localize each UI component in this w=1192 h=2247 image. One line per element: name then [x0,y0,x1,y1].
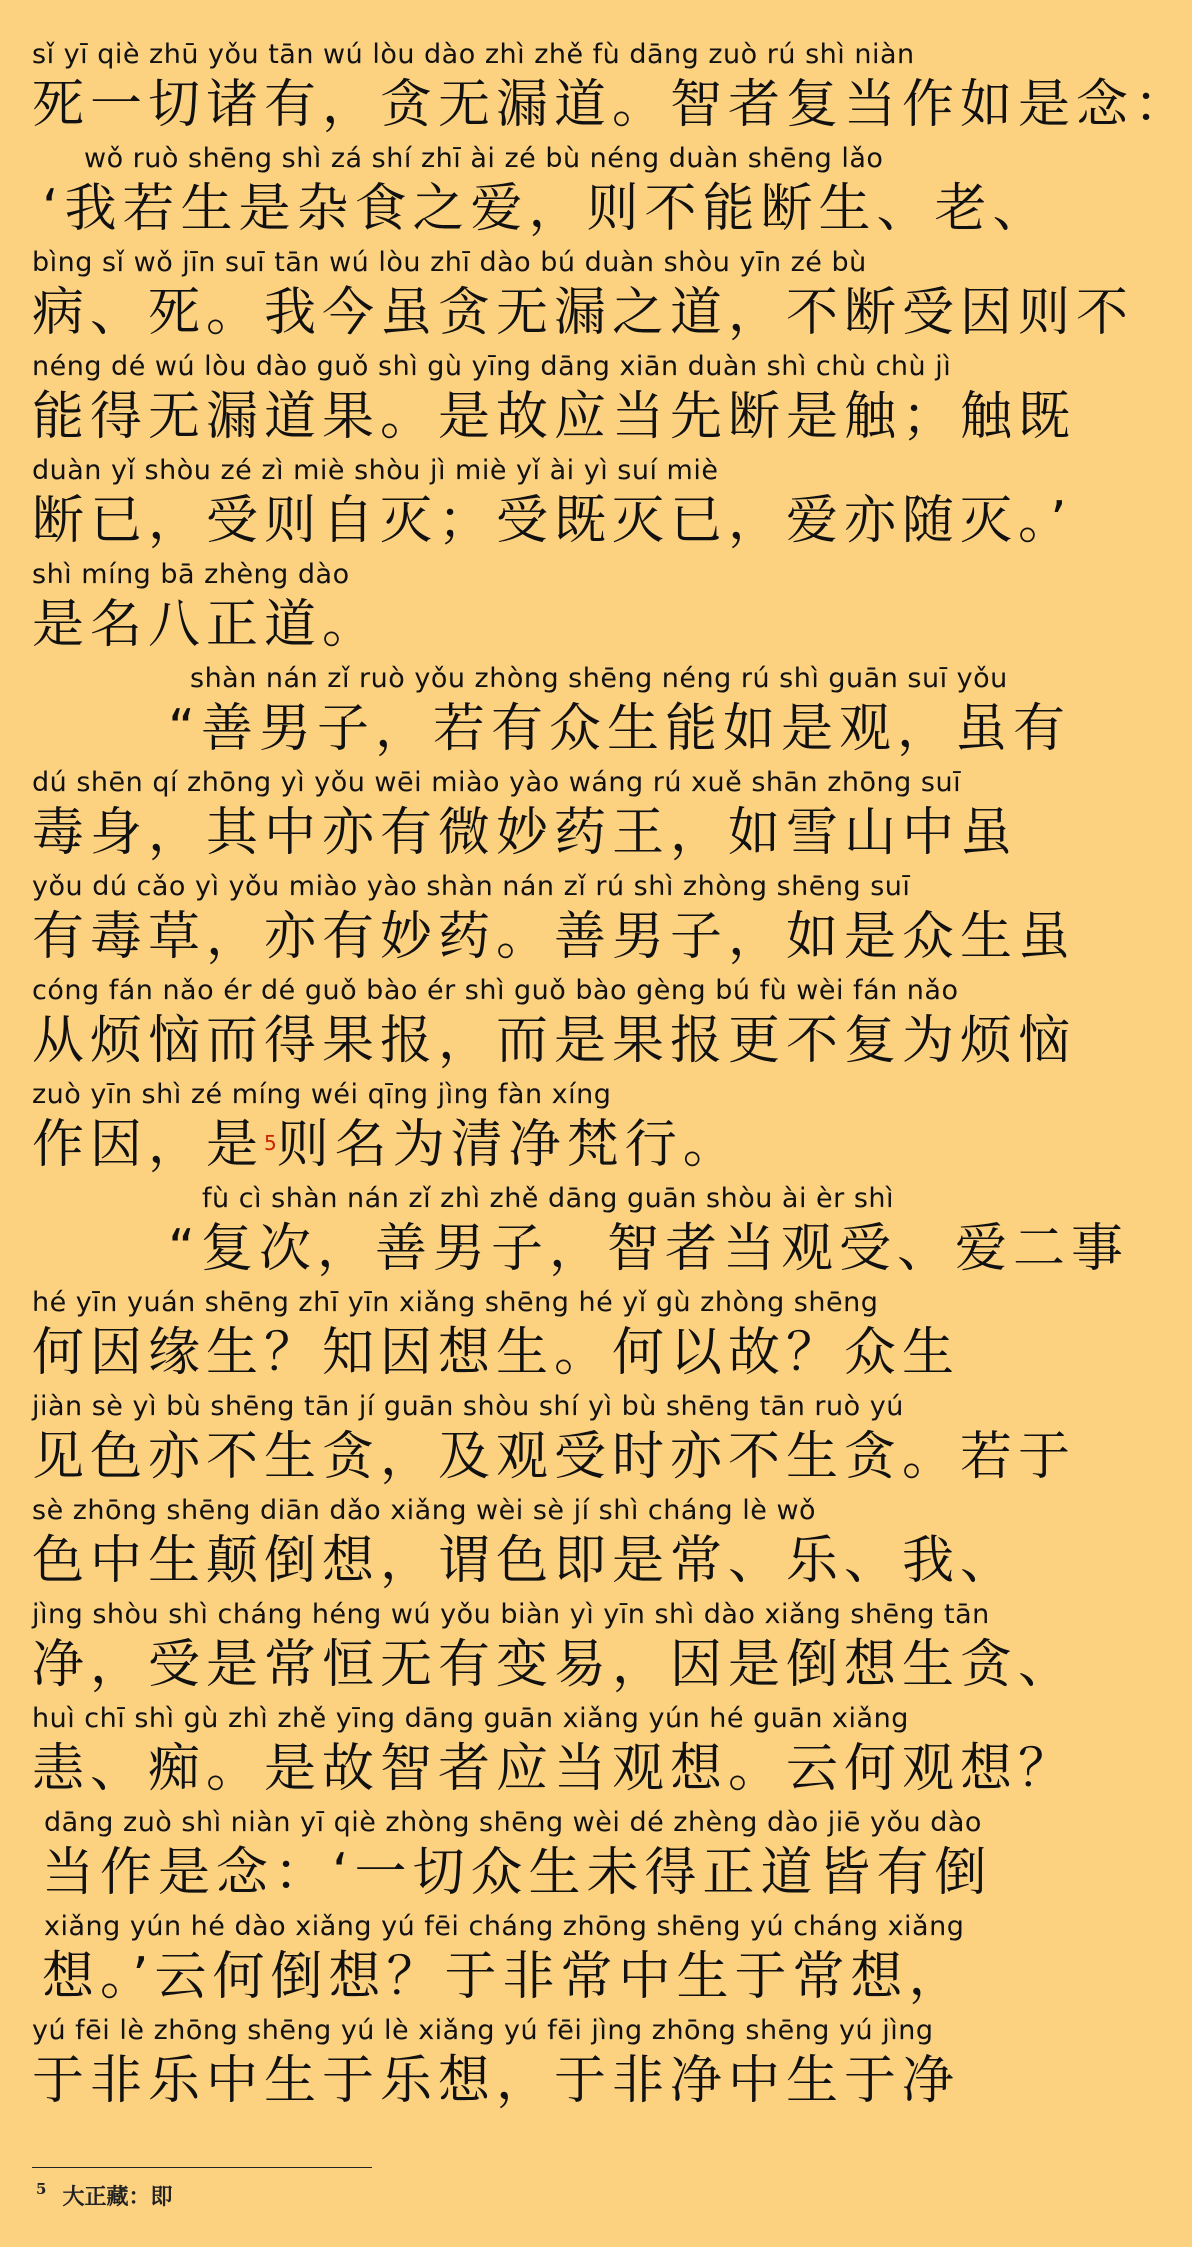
text-line [32,1286,1052,1390]
text-line [32,350,1077,454]
pinyin-annotation: yú fēi lè zhōng shēng yú lè xiǎng yú fēi jìng zhōng shēng yú jìng [32,2015,934,2046]
hanzi-text: 有毒草，亦有妙药。善男子，如是众生虽 [32,907,1077,967]
text-line [32,1390,1077,1494]
hanzi-text: 是名八正道。 [32,595,381,655]
text-line [32,766,1052,870]
hanzi-text: 死一切诸有，贪无漏道。智者复当作如是念： [32,75,1192,135]
text-line [32,1910,1052,2014]
pinyin-annotation: duàn yǐ shòu zé zì miè shòu jì miè yǐ ài yì suí miè [32,455,719,486]
pinyin-annotation: jiàn sè yì bù shēng tān jí guān shòu shí yì bù shēng tān ruò yú [32,1391,904,1422]
hanzi-text: 何因缘生？知因想生。何以故？众生 [32,1323,961,1383]
hanzi-text: 毒身，其中亦有微妙药王，如雪山中虽 [32,803,1019,863]
text-line [32,974,1077,1078]
hanzi-text: 色中生颠倒想，谓色即是常、乐、我、 [32,1531,1019,1591]
pinyin-annotation: jìng shòu shì cháng héng wú yǒu biàn yì yīn shì dào xiǎng shēng tān [32,1599,990,1630]
pinyin-annotation: dāng zuò shì niàn yī qiè zhòng shēng wèi dé zhèng dào jiē yǒu dào [44,1807,982,1838]
text-line [32,2014,1052,2118]
hanzi-text: “善男子，若有众生能如是观，虽有 [168,699,1071,759]
pinyin-annotation: cóng fán nǎo ér dé guǒ bào ér shì guǒ bào gèng bú fù wèi fán nǎo [32,975,959,1006]
pinyin-annotation: fù cì shàn nán zǐ zhì zhě dāng guān shòu ài èr shì [202,1183,895,1214]
text-line [32,1598,1077,1702]
text-line [32,870,1077,974]
hanzi-text-before-mark: 作因，是 [32,1115,265,1175]
pinyin-annotation: zuò yīn shì zé míng wéi qīng jìng fàn xíng [32,1079,612,1110]
text-line [32,246,1135,350]
hanzi-text: 净，受是常恒无有变易，因是倒想生贪、 [32,1635,1077,1695]
pinyin-annotation: néng dé wú lòu dào guǒ shì gù yīng dāng xiān duàn shì chù chù jì [32,351,952,382]
text-line [32,1182,1129,1286]
scripture-text [32,38,1192,2118]
hanzi-text: 见色亦不生贪，及观受时亦不生贪。若于 [32,1427,1077,1487]
footnote-text: 大正藏：即 [62,2184,173,2210]
footnote-number: 5 [36,2180,47,2198]
text-line [32,1806,1052,1910]
hanzi-text [32,1112,1052,1182]
pinyin-annotation: yǒu dú cǎo yì yǒu miào yào shàn nán zǐ rú shì zhòng shēng suī [32,871,911,902]
pinyin-annotation: sǐ yī qiè zhū yǒu tān wú lòu dào zhì zhě fù dāng zuò rú shì niàn [32,39,915,70]
footnote-marker[interactable]: 5 [264,1131,277,1155]
hanzi-text: 恚、痴。是故智者应当观想。云何观想？ [32,1739,1077,1799]
text-line [32,142,1052,246]
footnote-divider [32,2167,372,2168]
text-line [32,38,1192,142]
text-line [32,1078,1052,1182]
pinyin-annotation: sè zhōng shēng diān dǎo xiǎng wèi sè jí shì cháng lè wǒ [32,1495,817,1526]
hanzi-text: 从烦恼而得果报，而是果报更不复为烦恼 [32,1011,1077,1071]
hanzi-text: “复次，善男子，智者当观受、爱二事 [168,1219,1129,1279]
pinyin-annotation: dú shēn qí zhōng yì yǒu wēi miào yào wáng rú xuě shān zhōng suī [32,767,962,798]
text-line [32,558,1052,662]
pinyin-annotation: bìng sǐ wǒ jīn suī tān wú lòu zhī dào bú duàn shòu yīn zé bù [32,247,867,278]
footnote [36,2180,172,2211]
hanzi-text: 能得无漏道果。是故应当先断是触；触既 [32,387,1077,447]
pinyin-annotation: hé yīn yuán shēng zhī yīn xiǎng shēng hé yǐ gù zhòng shēng [32,1287,879,1318]
hanzi-text-after-mark: 则名为清净梵行。 [276,1115,741,1175]
text-line [32,662,1071,766]
hanzi-text: 当作是念：‘一切众生未得正道皆有倒 [42,1843,993,1903]
hanzi-text: 断已，受则自灭；受既灭已，爱亦随灭。’ [32,491,1073,551]
pinyin-annotation: wǒ ruò shēng shì zá shí zhī ài zé bù néng duàn shēng lǎo [84,143,884,174]
text-line [32,1702,1077,1806]
pinyin-annotation: shì míng bā zhèng dào [32,559,350,590]
hanzi-text: 想。’云何倒想？于非常中生于常想， [42,1947,967,2007]
text-line [32,1494,1052,1598]
pinyin-annotation: huì chī shì gù zhì zhě yīng dāng guān xiǎng yún hé guān xiǎng [32,1703,909,1734]
pinyin-annotation: xiǎng yún hé dào xiǎng yú fēi cháng zhōng shēng yú cháng xiǎng [44,1911,965,1942]
hanzi-text: 于非乐中生于乐想，于非净中生于净 [32,2051,961,2111]
hanzi-text: ‘我若生是杂食之爱，则不能断生、老、 [42,179,1051,239]
text-line [32,454,1073,558]
hanzi-text: 病、死。我今虽贪无漏之道，不断受因则不 [32,283,1135,343]
pinyin-annotation: shàn nán zǐ ruò yǒu zhòng shēng néng rú shì guān suī yǒu [190,663,1008,694]
